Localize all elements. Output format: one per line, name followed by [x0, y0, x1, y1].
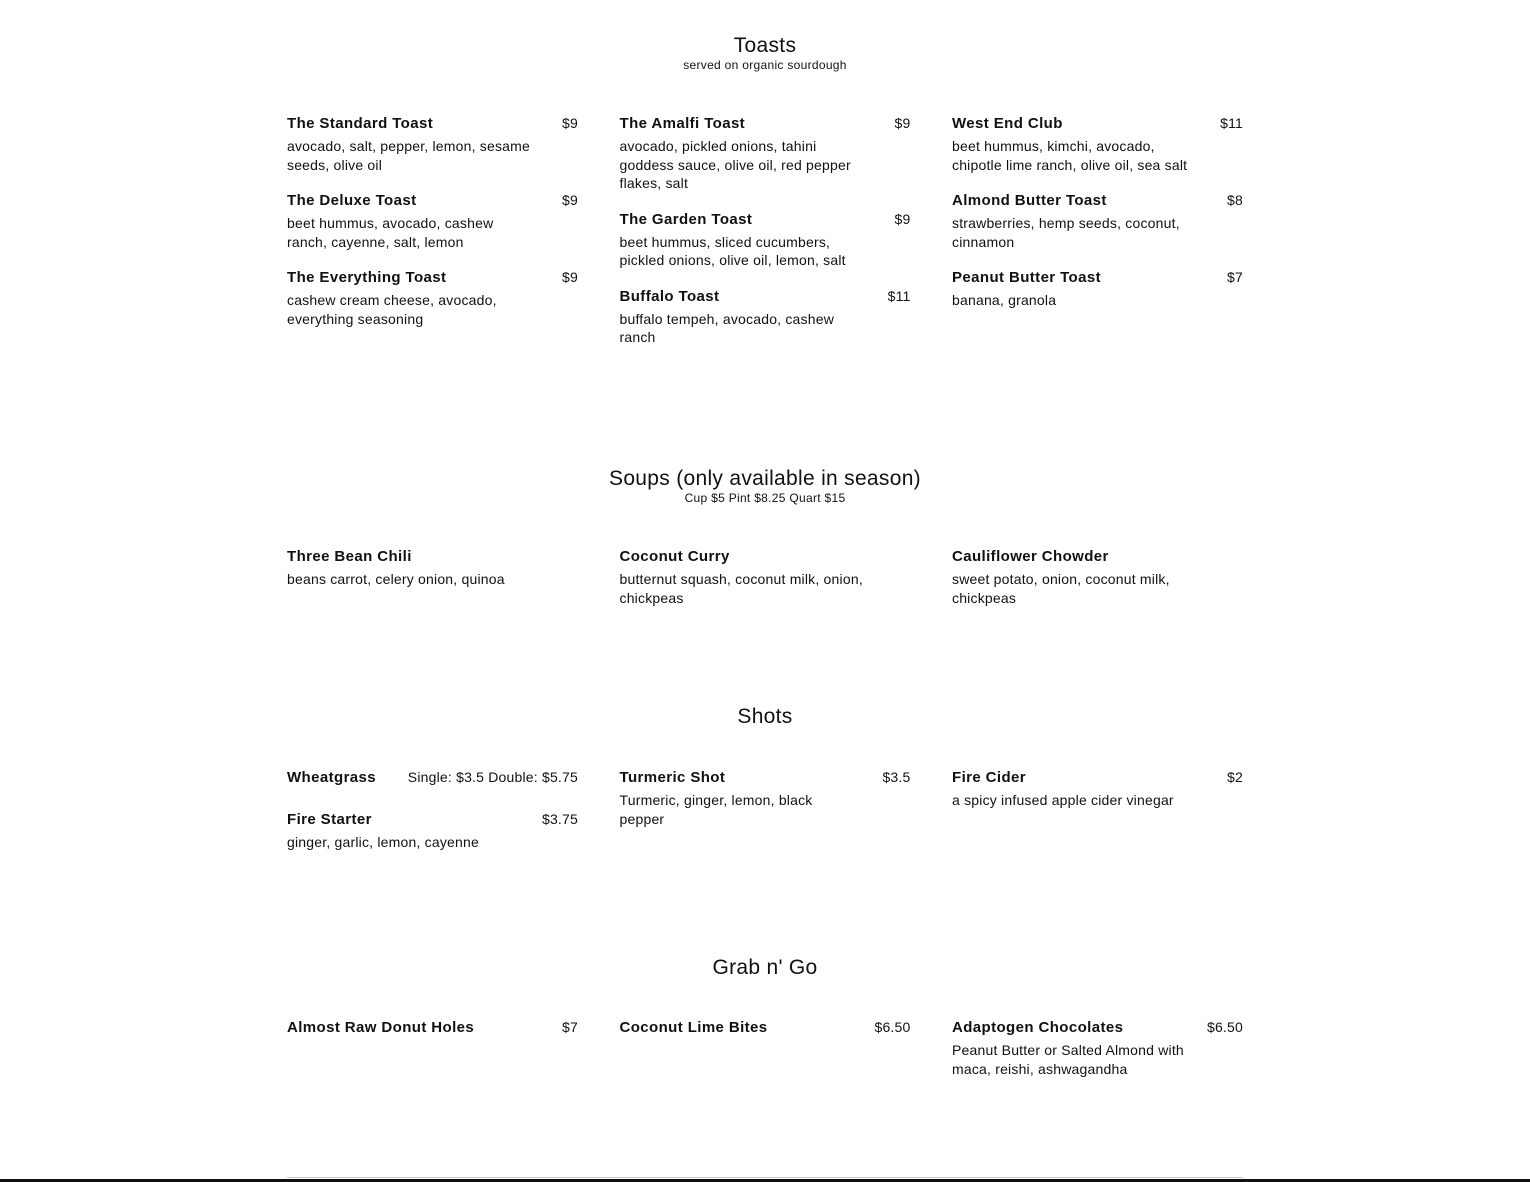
item-price: $6.50	[874, 1019, 911, 1035]
item-description: sweet potato, onion, coconut milk, chickpeas	[952, 571, 1170, 606]
menu-column	[620, 114, 911, 364]
item-name: West End Club	[952, 115, 1063, 132]
item-name: The Amalfi Toast	[619, 115, 746, 132]
item-name: Almond Butter Toast	[952, 192, 1107, 209]
menu-item	[620, 768, 911, 828]
items-grid	[287, 1018, 1243, 1095]
menu-item	[287, 768, 578, 788]
menu-item	[287, 547, 578, 589]
item-price: $7	[562, 1019, 578, 1035]
section-header	[287, 956, 1243, 980]
menu-item	[952, 114, 1243, 174]
item-name: The Everything Toast	[287, 269, 447, 286]
item-description: cashew cream cheese, avocado, everything seasoning	[287, 292, 497, 327]
menu-column	[287, 547, 578, 624]
menu-column	[952, 1018, 1243, 1095]
item-description: Peanut Butter or Salted Almond with maca, reishi, ashwagandha	[952, 1042, 1184, 1077]
item-name: The Deluxe Toast	[287, 192, 417, 209]
item-name: Almost Raw Donut Holes	[287, 1019, 475, 1036]
item-name: Peanut Butter Toast	[952, 269, 1102, 286]
item-description: beet hummus, sliced cucumbers, pickled onions, olive oil, lemon, salt	[619, 233, 846, 268]
menu-column	[287, 768, 578, 869]
item-name: Coconut Curry	[619, 548, 730, 565]
item-description: avocado, salt, pepper, lemon, sesame seeds, olive oil	[287, 138, 531, 173]
item-name: Three Bean Chili	[287, 548, 412, 565]
menu-item	[952, 191, 1243, 251]
menu-column	[287, 1018, 578, 1095]
item-name: The Garden Toast	[619, 210, 753, 228]
section-title: Soups (only available in season)	[609, 467, 921, 490]
item-name: Coconut Lime Bites	[619, 1019, 768, 1036]
section-title: Toasts	[733, 34, 797, 57]
item-price: $9	[562, 192, 578, 208]
section-soups	[287, 467, 1243, 624]
menu-item	[952, 768, 1243, 810]
item-name: Cauliflower Chowder	[952, 548, 1109, 565]
item-description: beans carrot, celery onion, quinoa	[287, 571, 505, 587]
menu-item	[287, 1018, 578, 1038]
menu-item	[952, 268, 1243, 310]
item-price: $9	[894, 210, 911, 227]
menu-item	[287, 114, 578, 174]
item-price: $9	[562, 115, 578, 131]
menu-item	[620, 1018, 911, 1038]
item-name: Wheatgrass	[287, 769, 377, 786]
item-description: avocado, pickled onions, tahini goddess sauce, olive oil, red pepper flakes, salt	[619, 138, 851, 191]
section-subtitle: served on organic sourdough	[683, 58, 847, 72]
item-description: beet hummus, kimchi, avocado, chipotle lime ranch, olive oil, sea salt	[952, 138, 1188, 173]
items-grid	[287, 547, 1243, 624]
section-title: Grab n' Go	[712, 956, 818, 979]
item-name: Turmeric Shot	[619, 769, 726, 786]
section-toasts	[287, 34, 1243, 364]
menu-item	[952, 547, 1243, 607]
item-price: $8	[1227, 192, 1243, 208]
items-grid	[287, 768, 1243, 869]
menu-item	[287, 810, 578, 852]
menu-column	[620, 1018, 911, 1095]
item-price: Single: $3.5 Double: $5.75	[407, 769, 578, 785]
section-header	[287, 467, 1243, 505]
section-subtitle: Cup $5 Pint $8.25 Quart $15	[684, 491, 846, 505]
item-description: butternut squash, coconut milk, onion, chickpeas	[619, 571, 863, 606]
menu-column	[952, 114, 1243, 364]
item-price: $2	[1227, 769, 1243, 785]
menu-item	[287, 191, 578, 251]
menu-column	[620, 768, 911, 869]
item-description: beet hummus, avocado, cashew ranch, cayenne, salt, lemon	[287, 215, 494, 250]
item-description: strawberries, hemp seeds, coconut, cinnamon	[952, 215, 1180, 250]
items-grid	[287, 114, 1243, 364]
bottom-rule	[287, 1177, 1243, 1178]
menu-column	[952, 768, 1243, 869]
menu-item	[620, 287, 911, 347]
item-name: Fire Cider	[952, 769, 1027, 786]
item-price: $9	[894, 115, 911, 131]
item-price: $9	[562, 269, 578, 285]
menu-item	[620, 114, 911, 193]
menu-item	[620, 210, 911, 270]
menu-column	[620, 547, 911, 624]
section-grab-n-go	[287, 956, 1243, 1095]
section-header	[287, 34, 1243, 72]
item-description: ginger, garlic, lemon, cayenne	[287, 834, 479, 850]
item-name: Buffalo Toast	[619, 287, 720, 305]
item-description: a spicy infused apple cider vinegar	[952, 792, 1174, 808]
item-description: banana, granola	[952, 292, 1057, 308]
item-price: $11	[887, 287, 911, 304]
item-price: $6.50	[1206, 1019, 1243, 1035]
menu-item	[620, 547, 911, 607]
item-price: $7	[1227, 269, 1243, 285]
section-header	[287, 705, 1243, 729]
section-shots	[287, 705, 1243, 869]
menu-item	[287, 268, 578, 328]
item-price: $3.5	[882, 769, 911, 785]
menu-item	[952, 1018, 1243, 1078]
item-name: The Standard Toast	[287, 115, 434, 132]
menu-column	[952, 547, 1243, 624]
item-name: Adaptogen Chocolates	[952, 1019, 1124, 1036]
item-name: Fire Starter	[287, 811, 372, 828]
section-title: Shots	[737, 705, 793, 728]
menu-column	[287, 114, 578, 364]
item-price: $3.75	[541, 811, 578, 827]
item-description: Turmeric, ginger, lemon, black pepper	[619, 792, 813, 827]
item-price: $11	[1220, 115, 1243, 131]
item-description: buffalo tempeh, avocado, cashew ranch	[619, 310, 835, 345]
